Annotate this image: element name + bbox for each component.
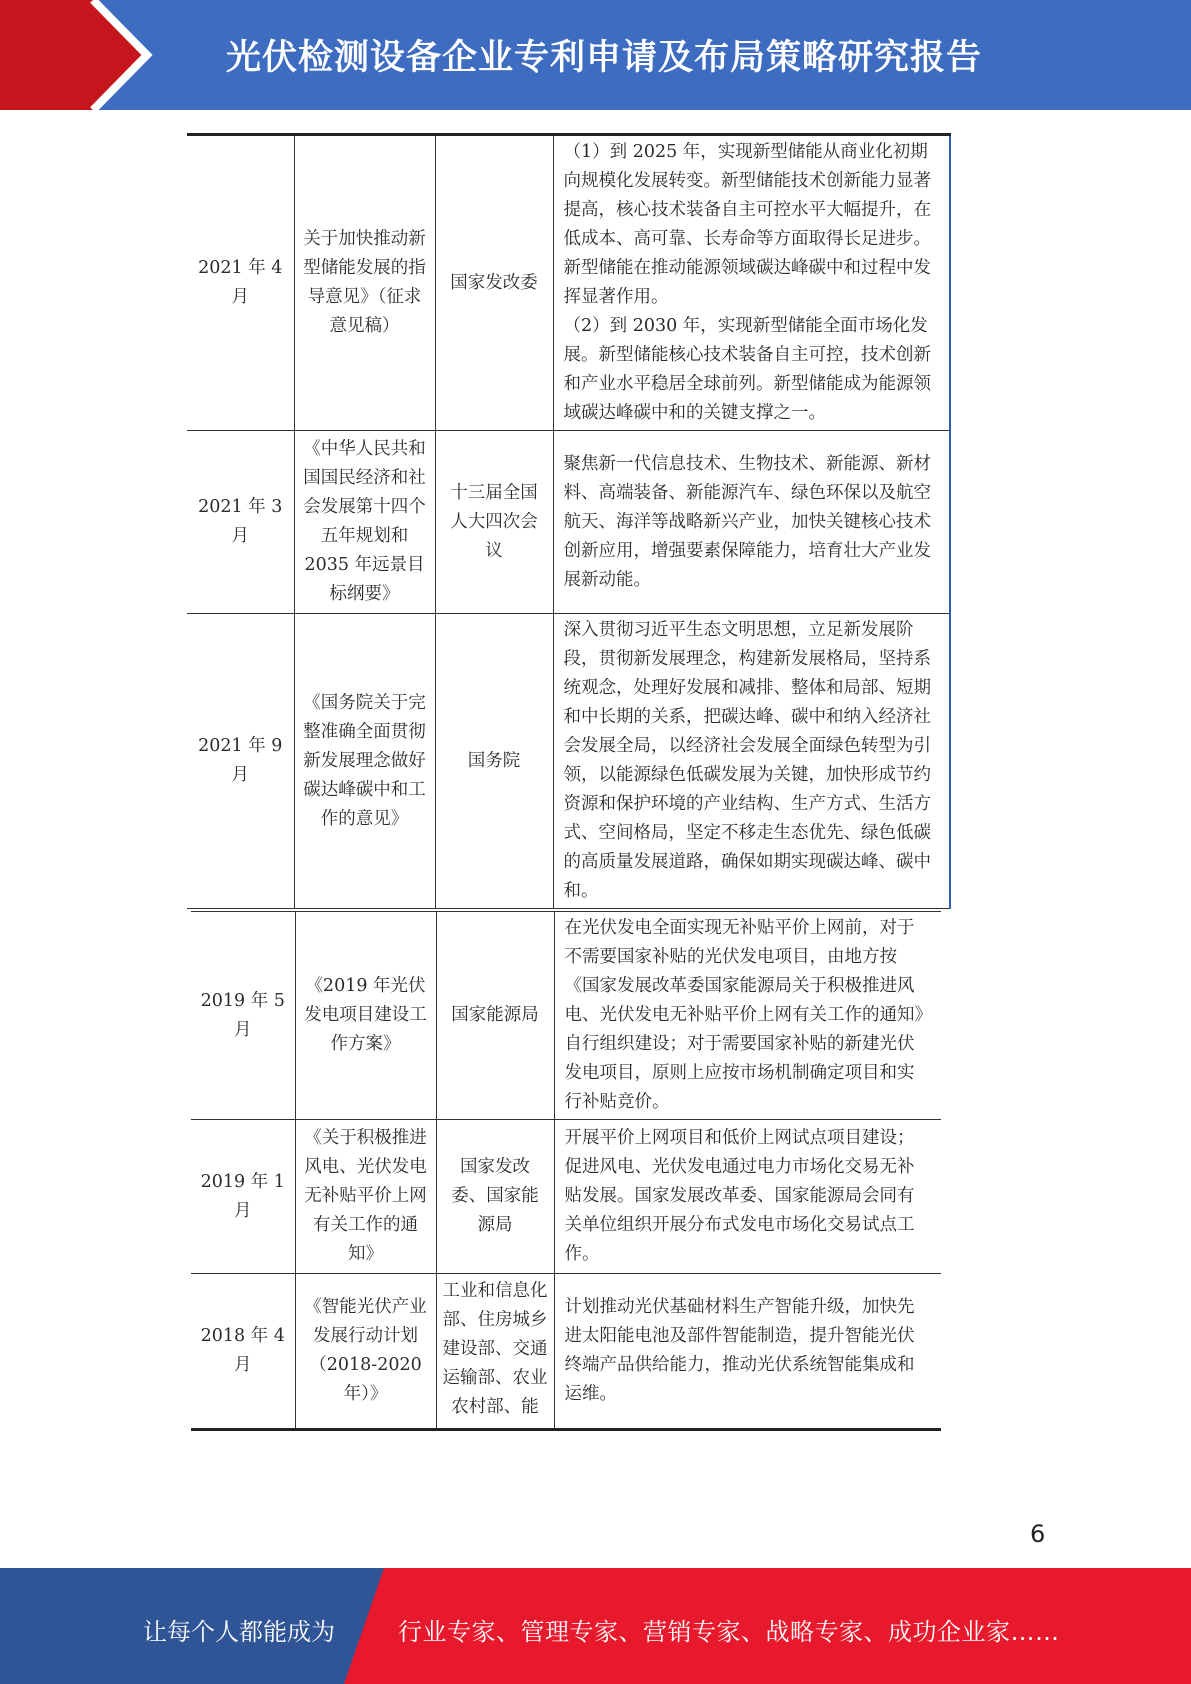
- date-cell: 2021 年 4 月: [187, 135, 294, 431]
- agency-cell: 国家发改委: [435, 135, 553, 431]
- header-arrow-decoration: [0, 0, 160, 110]
- table-row: [187, 614, 950, 909]
- footer-slogan-left: 让每个人都能成为: [143, 1618, 335, 1646]
- agency-cell: [436, 1274, 554, 1430]
- policy-table-1: [187, 133, 951, 909]
- agency-cell: 十三届全国人大四次会议: [435, 431, 553, 614]
- policy-name-cell: 《中华人民共和国国民经济和社会发展第十四个五年规划和 2035 年远景目标纲要》: [294, 431, 435, 614]
- page-header: [0, 0, 1191, 110]
- date-cell: 2019 年 5 月: [191, 912, 295, 1120]
- agency-cell: 国家能源局: [436, 912, 554, 1120]
- policy-name-cell: 《国务院关于完整准确全面贯彻新发展理念做好碳达峰碳中和工作的意见》: [294, 614, 435, 909]
- report-title: 光伏检测设备企业专利申请及布局策略研究报告: [226, 38, 983, 78]
- policy-name-cell: 《2019 年光伏发电项目建设工作方案》: [295, 912, 436, 1120]
- policy-name-cell: 关于加快推动新型储能发展的指导意见》（征求意见稿）: [294, 135, 435, 431]
- date-cell: 2018 年 4 月: [191, 1274, 295, 1430]
- table-row: [191, 912, 941, 1120]
- policy-name-cell: 《关于积极推进风电、光伏发电无补贴平价上网有关工作的通知》: [295, 1120, 436, 1274]
- content-cell: 开展平价上网项目和低价上网试点项目建设；促进风电、光伏发电通过电力市场化交易无补贴发展。国家发展改革委、国家能源局会同有关单位组织开展分布式发电市场化交易试点工作。: [554, 1120, 941, 1274]
- content-cell: 在光伏发电全面实现无补贴平价上网前，对于不需要国家补贴的光伏发电项目，由地方按《国家发展改革委国家能源局关于积极推进风电、光伏发电无补贴平价上网有关工作的通知》自行组织建设；对于需要国家补贴的新建光伏发电项目，原则上应按市场机制确定项目和实行补贴竞价。: [554, 912, 941, 1120]
- policy-name-cell: 《智能光伏产业发展行动计划（2018-2020 年）》: [295, 1274, 436, 1430]
- agency-text-clipped: 工业和信息化部、住房城乡建设部、交通运输部、农业农村部、能: [442, 1281, 548, 1417]
- date-cell: 2019 年 1 月: [191, 1120, 295, 1274]
- content-cell: 计划推动光伏基础材料生产智能升级，加快先进太阳能电池及部件智能制造，提升智能光伏终端产品供给能力，推动光伏系统智能集成和运维。: [554, 1274, 941, 1430]
- table-row: [187, 431, 950, 614]
- table-row: [187, 135, 950, 431]
- content-cell: [553, 135, 950, 431]
- content-paragraph: （1）到 2025 年，实现新型储能从商业化初期向规模化发展转变。新型储能技术创新能力显著提高，核心技术装备自主可控水平大幅提升，在低成本、高可靠、长寿命等方面取得长足进步。新型储能在推动能源领域碳达峰碳中和过程中发挥显著作用。: [563, 142, 931, 307]
- table-row: [191, 1274, 941, 1430]
- page-number: 6: [1030, 1520, 1046, 1548]
- date-cell: 2021 年 9 月: [187, 614, 294, 909]
- page-footer: [0, 1568, 1191, 1684]
- table-row: [191, 1120, 941, 1274]
- content-paragraph: （2）到 2030 年，实现新型储能全面市场化发展。新型储能核心技术装备自主可控，技术创新和产业水平稳居全球前列。新型储能成为能源领域碳达峰碳中和的关键支撑之一。: [563, 316, 931, 423]
- agency-cell: 国务院: [435, 614, 553, 909]
- agency-cell: 国家发改委、国家能源局: [436, 1120, 554, 1274]
- date-cell: 2021 年 3 月: [187, 431, 294, 614]
- content-cell: 聚焦新一代信息技术、生物技术、新能源、新材料、高端装备、新能源汽车、绿色环保以及航空航天、海洋等战略新兴产业，加快关键核心技术创新应用，增强要素保障能力，培育壮大产业发展新动能。: [553, 431, 950, 614]
- content-cell: 深入贯彻习近平生态文明思想，立足新发展阶段，贯彻新发展理念，构建新发展格局，坚持系统观念，处理好发展和减排、整体和局部、短期和中长期的关系，把碳达峰、碳中和纳入经济社会发展全局，以经济社会发展全面绿色转型为引领，以能源绿色低碳发展为关键，加快形成节约资源和保护环境的产业结构、生产方式、生活方式、空间格局，坚定不移走生态优先、绿色低碳的高质量发展道路，确保如期实现碳达峰、碳中和。: [553, 614, 950, 909]
- footer-slogan-right: 行业专家、管理专家、营销专家、战略专家、成功企业家……: [398, 1618, 1060, 1646]
- policy-table-2: [191, 911, 941, 1431]
